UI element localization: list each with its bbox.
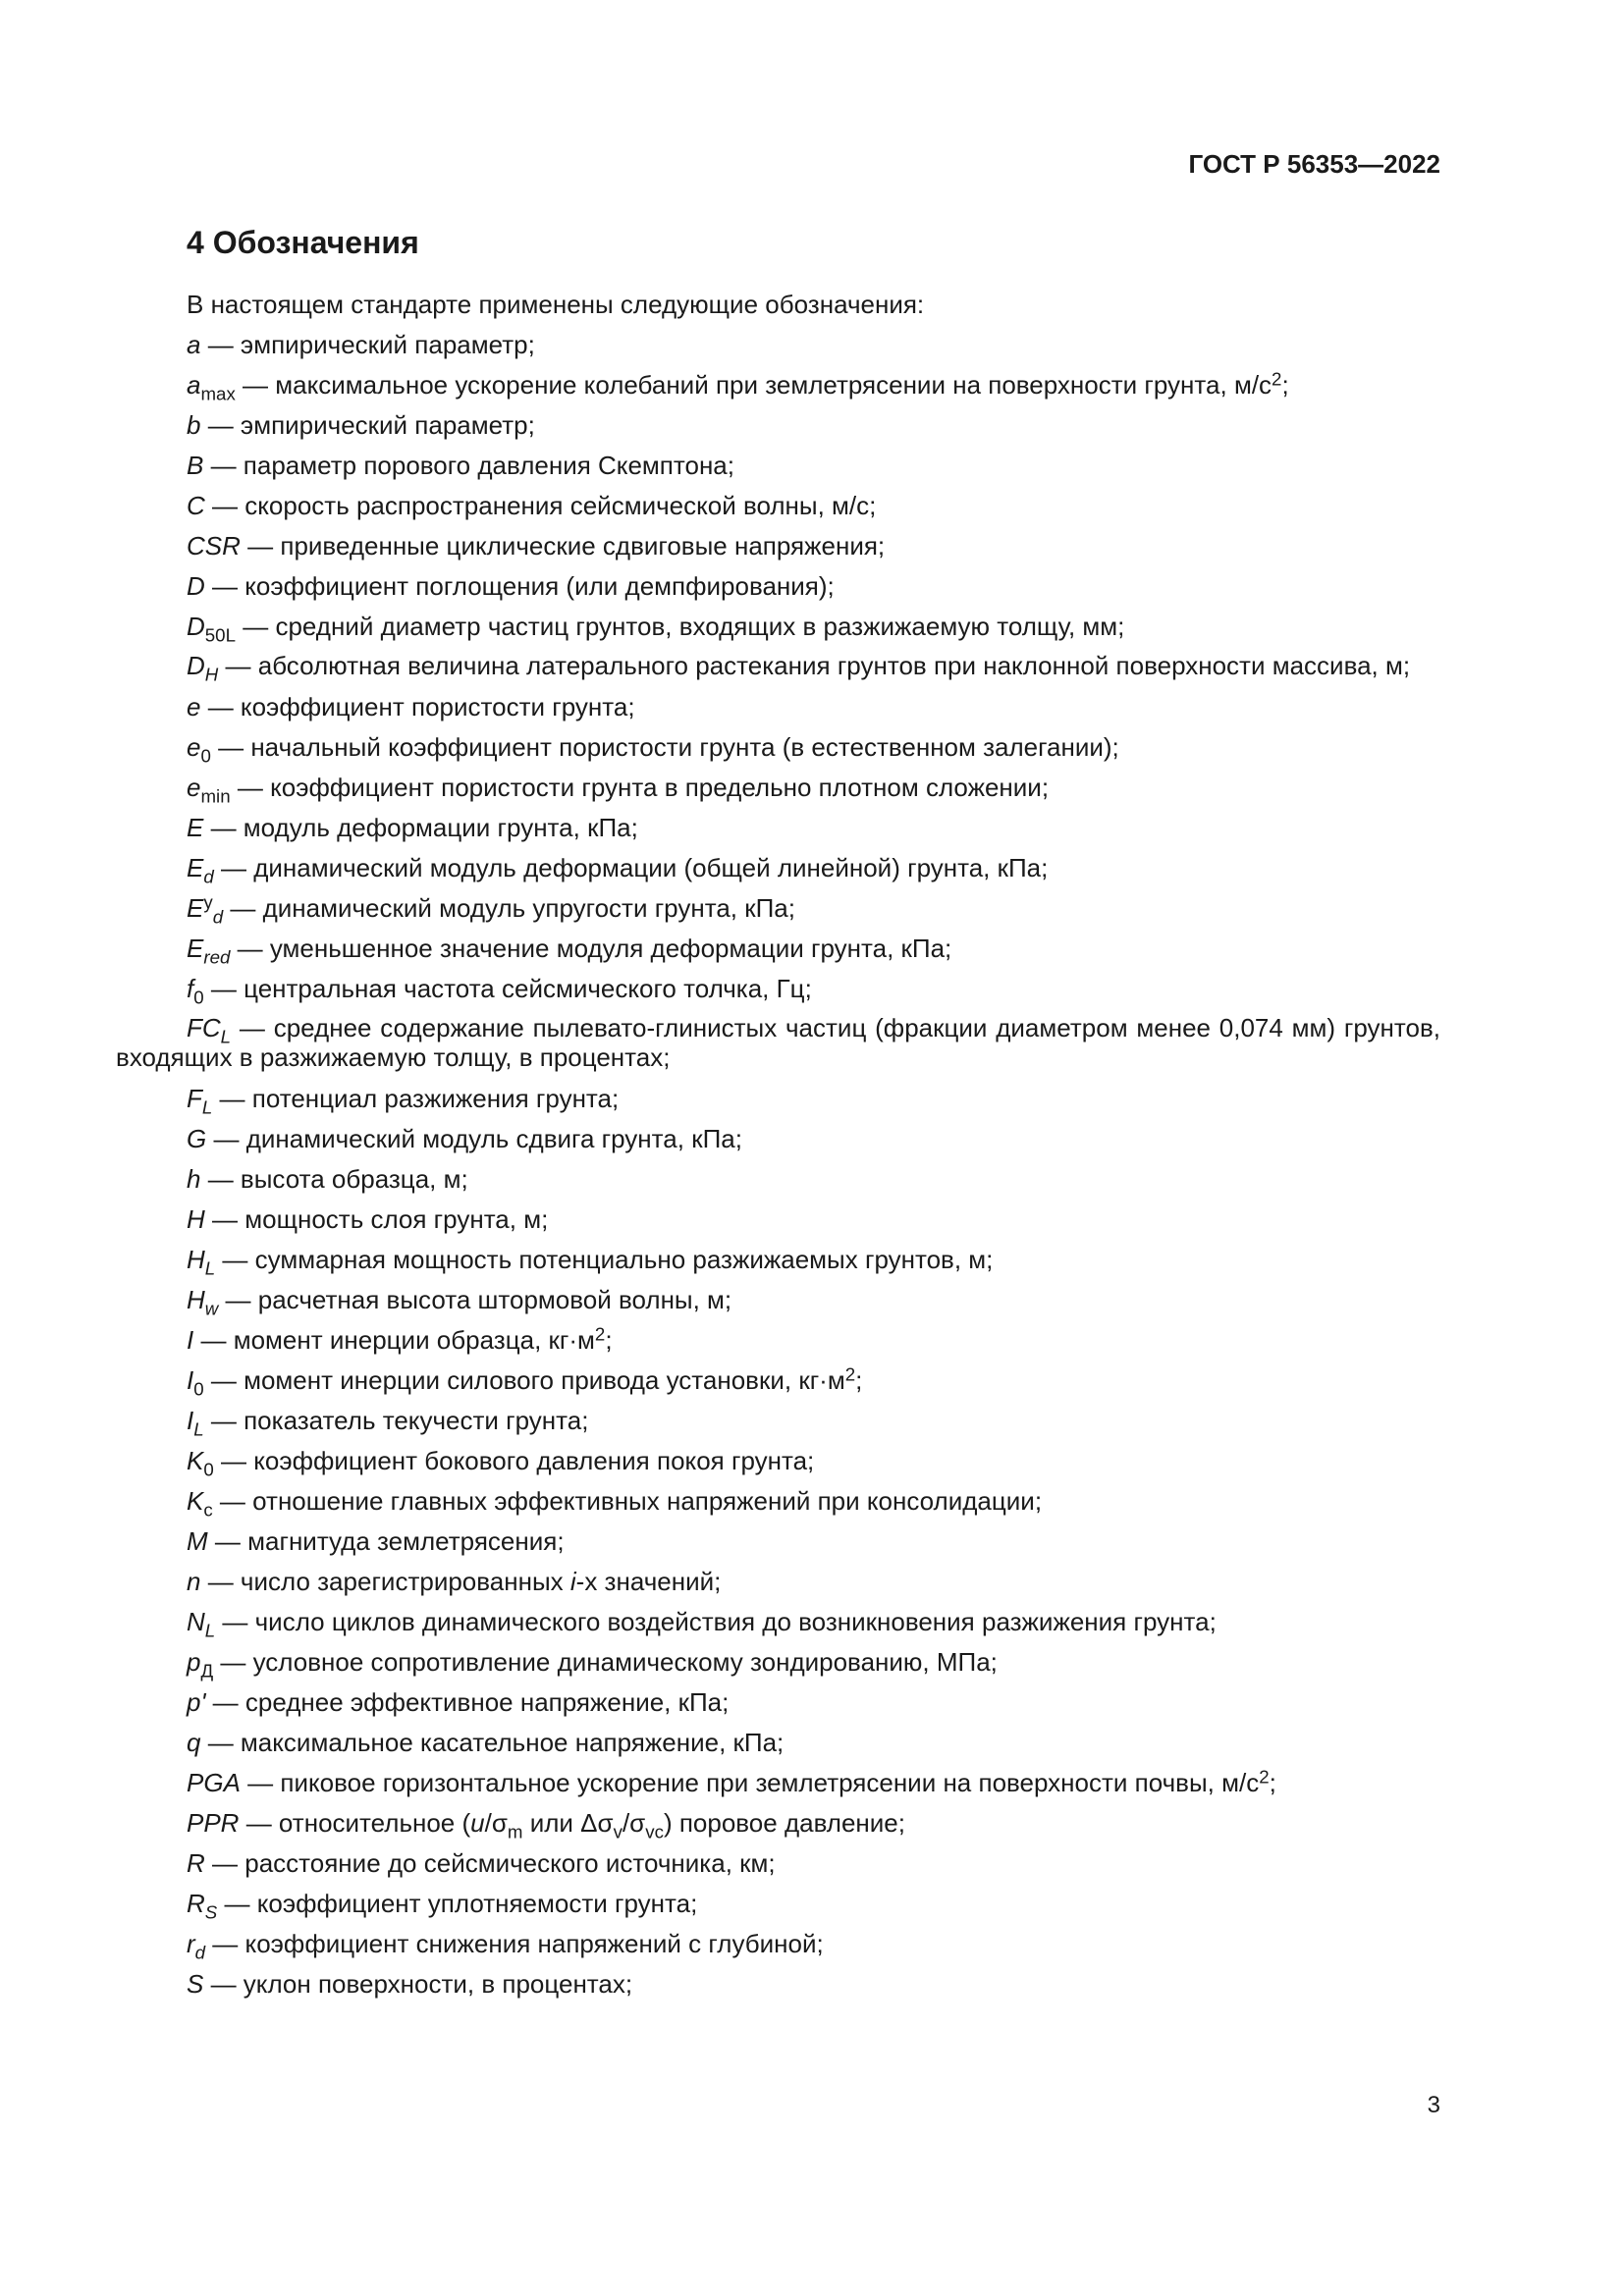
em-dash: — xyxy=(230,773,271,802)
symbol-subscript: min xyxy=(200,785,231,807)
symbol: b xyxy=(187,410,201,440)
symbol: N xyxy=(187,1607,205,1636)
designation-item xyxy=(116,1481,1440,1522)
definition-text: коэффициент поглощения (или демпфирования); xyxy=(244,571,835,601)
symbol-subscript: d xyxy=(203,866,214,887)
symbol-subscript: L xyxy=(204,1257,216,1279)
definition-text: максимальное касательное напряжение, кПа; xyxy=(240,1728,785,1757)
em-dash: — xyxy=(203,1406,244,1435)
em-dash: — xyxy=(239,1808,279,1838)
symbol-subscript: 50L xyxy=(204,624,236,646)
em-dash: — xyxy=(200,330,241,359)
symbol: FC xyxy=(187,1013,221,1042)
designation-item xyxy=(116,1642,1440,1682)
designation-item xyxy=(116,325,1440,365)
em-dash: — xyxy=(215,1607,255,1636)
definition-text: скорость распространения сейсмической волны, м/с; xyxy=(244,491,877,520)
em-dash: — xyxy=(215,1245,255,1274)
symbol: R xyxy=(187,1848,205,1878)
symbol: H xyxy=(187,1285,205,1314)
designation-item xyxy=(116,1009,1440,1079)
em-dash: — xyxy=(203,1969,244,1999)
unit-superscript: 2 xyxy=(594,1323,606,1345)
designation-item xyxy=(116,486,1440,526)
symbol: S xyxy=(187,1969,204,1999)
designation-item xyxy=(116,1522,1440,1562)
definition-text: момент инерции образца, кг·м xyxy=(233,1325,595,1355)
definition-text: показатель текучести грунта; xyxy=(244,1406,589,1435)
symbol-subscript: w xyxy=(204,1298,219,1319)
unit-superscript: 2 xyxy=(1259,1766,1270,1788)
definition-text: ; xyxy=(855,1365,863,1395)
definition-text: расчетная высота штормовой волны, м; xyxy=(257,1285,732,1314)
symbol: D xyxy=(187,612,205,641)
em-dash: — xyxy=(203,451,244,480)
em-dash: — xyxy=(240,1768,281,1797)
em-dash: — xyxy=(205,1687,245,1717)
symbol: E xyxy=(187,934,204,963)
em-dash: — xyxy=(218,1285,258,1314)
definition-text: отношение главных эффективных напряжений при консолидации; xyxy=(252,1486,1043,1516)
symbol: r xyxy=(187,1929,195,1958)
designation-item xyxy=(116,808,1440,848)
definition-text: эмпирический параметр; xyxy=(240,330,535,359)
definition-text: коэффициент пористости грунта; xyxy=(240,692,635,721)
symbol: PPR xyxy=(187,1808,240,1838)
symbol-subscript: 0 xyxy=(200,745,211,767)
symbol: R xyxy=(187,1889,205,1918)
symbol-subscript: vc xyxy=(645,1821,664,1842)
definition-text: -х значений; xyxy=(575,1567,722,1596)
designation-item xyxy=(116,405,1440,446)
designation-item xyxy=(116,1200,1440,1240)
em-dash: — xyxy=(212,1084,252,1113)
symbol: D xyxy=(187,651,205,680)
designation-item xyxy=(116,566,1440,607)
symbol: K xyxy=(187,1446,204,1475)
symbol: h xyxy=(187,1164,201,1194)
symbol-subscript: m xyxy=(507,1821,523,1842)
em-dash: — xyxy=(240,531,281,561)
em-dash: — xyxy=(204,571,245,601)
em-dash: — xyxy=(203,974,244,1003)
definition-text: центральная частота сейсмического толчка, Гц; xyxy=(244,974,812,1003)
symbol: e xyxy=(187,773,201,802)
designation-item xyxy=(116,1079,1440,1119)
symbol: E xyxy=(187,893,204,923)
em-dash: — xyxy=(200,1728,241,1757)
symbol: p xyxy=(187,1647,201,1677)
definition-text: динамический модуль сдвига грунта, кПа; xyxy=(245,1124,742,1153)
em-dash: — xyxy=(203,813,244,842)
symbol-subscript: c xyxy=(203,1499,213,1521)
definition-text: пиковое горизонтальное ускорение при землетрясении на поверхности почвы, м/с xyxy=(280,1768,1260,1797)
designation-item xyxy=(116,1884,1440,1924)
designation-item xyxy=(116,1361,1440,1401)
definition-text: модуль деформации грунта, кПа; xyxy=(243,813,638,842)
em-dash: — xyxy=(223,893,263,923)
designation-item xyxy=(116,929,1440,969)
definition-text: расстояние до сейсмического источника, км; xyxy=(244,1848,776,1878)
designation-item xyxy=(116,1843,1440,1884)
symbol-subscript: d xyxy=(212,906,224,928)
symbol-subscript: max xyxy=(200,383,236,404)
designation-item xyxy=(116,1924,1440,1964)
designation-item xyxy=(116,1280,1440,1320)
document-code-header: ГОСТ Р 56353—2022 xyxy=(1188,149,1440,179)
designation-item xyxy=(116,848,1440,888)
definition-text: /σ xyxy=(484,1808,508,1838)
definition-text: потенциал разжижения грунта; xyxy=(251,1084,620,1113)
em-dash: — xyxy=(213,1647,253,1677)
em-dash: — xyxy=(231,1013,274,1042)
designation-item xyxy=(116,888,1440,929)
symbol: n xyxy=(187,1567,201,1596)
designation-item xyxy=(116,1401,1440,1441)
symbol: CSR xyxy=(187,531,241,561)
em-dash: — xyxy=(207,1526,248,1556)
definition-text: максимальное ускорение колебаний при землетрясении на поверхности грунта, м/с xyxy=(275,370,1272,400)
symbol-subscript: v xyxy=(613,1821,623,1842)
em-dash: — xyxy=(217,1889,257,1918)
definition-text: суммарная мощность потенциально разжижаемых грунтов, м; xyxy=(254,1245,994,1274)
em-dash: — xyxy=(200,410,241,440)
em-dash: — xyxy=(236,612,276,641)
designation-item xyxy=(116,1240,1440,1280)
em-dash: — xyxy=(235,370,276,400)
symbol: C xyxy=(187,491,205,520)
definition-text: /σ xyxy=(622,1808,646,1838)
symbol-superscript: у xyxy=(203,891,213,913)
symbol: e xyxy=(187,692,201,721)
definition-text: ; xyxy=(605,1325,613,1355)
symbol-subscript: L xyxy=(193,1418,204,1440)
definition-text: среднее эффективное напряжение, кПа; xyxy=(244,1687,730,1717)
symbol: I xyxy=(187,1325,194,1355)
em-dash: — xyxy=(204,1204,245,1234)
definition-text: магнитуда землетрясения; xyxy=(247,1526,565,1556)
symbol: D xyxy=(187,571,205,601)
em-dash: — xyxy=(203,1365,244,1395)
em-dash: — xyxy=(206,1124,246,1153)
symbol: a xyxy=(187,370,201,400)
symbol: i xyxy=(569,1567,576,1596)
definition-text: параметр порового давления Скемптона; xyxy=(243,451,734,480)
designation-item xyxy=(116,727,1440,768)
definition-text: ; xyxy=(1281,370,1289,400)
designation-item xyxy=(116,1723,1440,1763)
designation-item xyxy=(116,1964,1440,2004)
definition-text: динамический модуль деформации (общей линейной) грунта, кПа; xyxy=(253,853,1049,882)
em-dash: — xyxy=(193,1325,234,1355)
definition-text: относительное ( xyxy=(278,1808,471,1838)
symbol-subscript: H xyxy=(204,664,219,685)
designation-item xyxy=(116,1562,1440,1602)
definition-text: коэффициент бокового давления покоя грунта; xyxy=(253,1446,815,1475)
intro-paragraph: В настоящем стандарте применены следующие обозначения: xyxy=(187,290,925,319)
designation-item xyxy=(116,1119,1440,1159)
symbol: G xyxy=(187,1124,207,1153)
symbol: I xyxy=(187,1406,194,1435)
designation-item xyxy=(116,647,1440,687)
definition-text: приведенные циклические сдвиговые напряжения; xyxy=(280,531,886,561)
designation-item xyxy=(116,1602,1440,1642)
em-dash: — xyxy=(205,1929,245,1958)
symbol: e xyxy=(187,732,201,762)
em-dash: — xyxy=(210,732,251,762)
symbol: p' xyxy=(187,1687,206,1717)
em-dash: — xyxy=(230,934,270,963)
symbol: E xyxy=(187,813,204,842)
definition-text: динамический модуль упругости грунта, кПа; xyxy=(262,893,795,923)
symbol: u xyxy=(470,1808,485,1838)
symbol-subscript: 0 xyxy=(203,1459,214,1480)
symbol-subscript: L xyxy=(220,1026,232,1047)
em-dash: — xyxy=(200,1164,241,1194)
designation-item xyxy=(116,607,1440,647)
definition-text: условное сопротивление динамическому зондированию, МПа; xyxy=(252,1647,998,1677)
definition-text: среднее содержание пылевато-глинистых частиц (фракции диаметром менее 0,074 мм) грунтов, входящих в разжижаемую толщу, в процентах; xyxy=(116,1013,1440,1072)
designation-item xyxy=(116,446,1440,486)
em-dash: — xyxy=(204,1848,245,1878)
symbol: M xyxy=(187,1526,208,1556)
designation-item xyxy=(116,1763,1440,1803)
symbol: I xyxy=(187,1365,194,1395)
definition-text: средний диаметр частиц грунтов, входящих в разжижаемую толщу, мм; xyxy=(275,612,1125,641)
definition-text: коэффициент уплотняемости грунта; xyxy=(256,1889,698,1918)
symbol-subscript: L xyxy=(201,1096,213,1118)
page-number: 3 xyxy=(1427,2092,1440,2118)
symbol-subscript: red xyxy=(203,946,231,968)
designation-item xyxy=(116,365,1440,405)
symbol: B xyxy=(187,451,204,480)
symbol-subscript: S xyxy=(204,1901,218,1923)
definition-text: начальный коэффициент пористости грунта (в естественном залегании); xyxy=(250,732,1119,762)
symbol: H xyxy=(187,1204,205,1234)
definition-text: абсолютная величина латерального растекания грунтов при наклонной поверхности массива, м; xyxy=(257,651,1411,680)
symbol: H xyxy=(187,1245,205,1274)
definition-text: мощность слоя грунта, м; xyxy=(244,1204,549,1234)
designation-item xyxy=(116,1320,1440,1361)
definition-text: коэффициент снижения напряжений с глубиной; xyxy=(244,1929,824,1958)
symbol: E xyxy=(187,853,204,882)
unit-superscript: 2 xyxy=(1272,368,1282,390)
designation-item xyxy=(116,1441,1440,1481)
definition-text: эмпирический параметр; xyxy=(240,410,535,440)
em-dash: — xyxy=(212,1486,253,1516)
designation-item xyxy=(116,1682,1440,1723)
symbol: F xyxy=(187,1084,202,1113)
definition-text: ) поровое давление; xyxy=(663,1808,905,1838)
section-title: 4 Обозначения xyxy=(187,225,419,260)
definition-text: число циклов динамического воздействия до возникновения разжижения грунта; xyxy=(254,1607,1217,1636)
definition-text: ; xyxy=(1269,1768,1276,1797)
definition-text: момент инерции силового привода установки, кг·м xyxy=(244,1365,845,1395)
designation-item xyxy=(116,687,1440,727)
symbol: q xyxy=(187,1728,201,1757)
symbol-subscript: d xyxy=(194,1942,206,1963)
symbol: K xyxy=(187,1486,204,1516)
symbol-subscript: 0 xyxy=(193,987,204,1008)
definition-text: число зарегистрированных xyxy=(240,1567,570,1596)
em-dash: — xyxy=(200,1567,241,1596)
symbol-subscript: Д xyxy=(200,1660,214,1682)
symbol: f xyxy=(187,974,194,1003)
unit-superscript: 2 xyxy=(844,1363,856,1385)
definition-text: высота образца, м; xyxy=(240,1164,468,1194)
designation-item xyxy=(116,526,1440,566)
symbol: a xyxy=(187,330,201,359)
designation-items xyxy=(116,325,1440,2004)
designation-item xyxy=(116,969,1440,1009)
definition-text: уменьшенное значение модуля деформации грунта, кПа; xyxy=(269,934,952,963)
em-dash: — xyxy=(218,651,258,680)
definition-text: или Δσ xyxy=(522,1808,614,1838)
designation-item xyxy=(116,1803,1440,1843)
symbol-subscript: 0 xyxy=(193,1378,204,1400)
definition-text: коэффициент пористости грунта в предельно плотном сложении; xyxy=(270,773,1050,802)
symbol-subscript: L xyxy=(204,1620,216,1641)
em-dash: — xyxy=(204,491,245,520)
em-dash: — xyxy=(213,853,254,882)
em-dash: — xyxy=(200,692,241,721)
designation-item xyxy=(116,768,1440,808)
definition-text: уклон поверхности, в процентах; xyxy=(243,1969,633,1999)
em-dash: — xyxy=(213,1446,254,1475)
designation-item xyxy=(116,1159,1440,1200)
designations-list xyxy=(116,285,1440,2004)
symbol: PGA xyxy=(187,1768,241,1797)
